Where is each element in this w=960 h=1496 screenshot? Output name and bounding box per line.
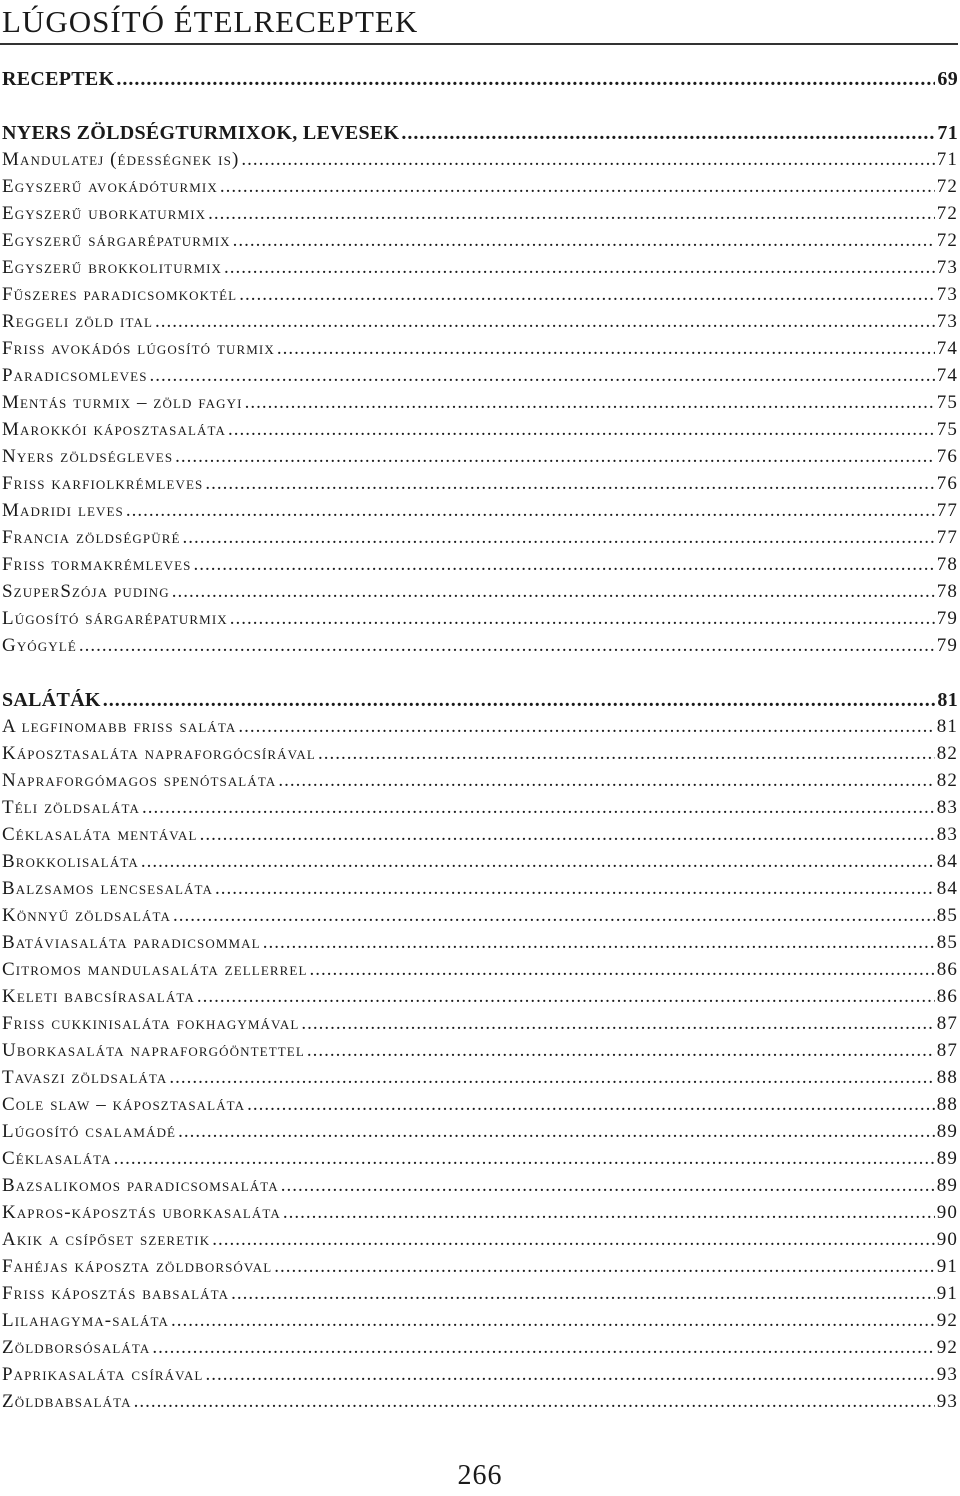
toc-entry-label: Egyszerű sárgarépaturmix <box>2 230 231 251</box>
toc-entry-label: Nyers zöldségleves <box>2 446 174 467</box>
toc-entry-label: Céklasaláta <box>2 1148 112 1169</box>
dot-leader <box>150 365 935 387</box>
toc-entry-page-number: 86 <box>936 986 958 1007</box>
toc-entry <box>2 554 958 581</box>
toc-entry <box>2 581 958 608</box>
toc-entry <box>2 176 958 203</box>
toc-entry-label: Citromos mandulasaláta zellerrel <box>2 959 308 980</box>
dot-leader <box>274 1256 935 1278</box>
toc-entry <box>2 419 958 446</box>
dot-leader <box>126 500 935 522</box>
dot-leader <box>277 338 935 360</box>
toc-entry-page-number: 83 <box>936 824 958 845</box>
toc-entry-page-number: 84 <box>936 878 958 899</box>
toc-entry <box>2 851 958 878</box>
toc-entry-page-number: 88 <box>936 1067 958 1088</box>
toc-entry-page-number: 82 <box>936 743 958 764</box>
toc-entry <box>2 932 958 959</box>
toc-entry-label: Paradicsomleves <box>2 365 148 386</box>
dot-leader <box>134 1391 935 1413</box>
toc-entry-page-number: 87 <box>936 1013 958 1034</box>
dot-leader <box>103 689 936 712</box>
toc-entry <box>2 203 958 230</box>
dot-leader <box>263 932 935 954</box>
toc-entry <box>2 1040 958 1067</box>
toc-entry-label: Fűszeres paradicsomkoktél <box>2 284 238 305</box>
toc-entry-label: Téli zöldsaláta <box>2 797 140 818</box>
toc-entry-label: Friss káposztás babsaláta <box>2 1283 230 1304</box>
dot-leader <box>241 149 934 171</box>
toc-entry-page-number: 92 <box>936 1337 958 1358</box>
toc-entry-page-number: 85 <box>936 905 958 926</box>
toc-entry-page-number: 84 <box>936 851 958 872</box>
toc-entry-page-number: 73 <box>936 311 958 332</box>
toc-entry-label: Gyógylé <box>2 635 77 656</box>
dot-leader <box>169 1067 934 1089</box>
toc-entry-page-number: 89 <box>936 1148 958 1169</box>
toc-entry <box>2 635 958 662</box>
dot-leader <box>79 635 935 657</box>
toc-entry-label: NYERS ZÖLDSÉGTURMIXOK, LEVESEK <box>2 122 400 144</box>
toc-entry-page-number: 78 <box>936 554 958 575</box>
toc-entry-label: Madridi leves <box>2 500 124 521</box>
toc-entry-label: Céklasaláta mentával <box>2 824 198 845</box>
toc-entry-page-number: 81 <box>937 689 958 711</box>
toc-entry <box>2 716 958 743</box>
toc-entry-page-number: 93 <box>936 1364 958 1385</box>
dot-leader <box>230 608 935 630</box>
toc-section-heading <box>2 689 958 716</box>
toc-entry-label: Lúgosító sárgarépaturmix <box>2 608 228 629</box>
dot-leader <box>228 419 935 441</box>
table-of-contents <box>2 68 958 1418</box>
dot-leader <box>301 1013 934 1035</box>
toc-entry <box>2 743 958 770</box>
toc-entry-page-number: 85 <box>936 932 958 953</box>
dot-leader <box>239 284 935 306</box>
page-number: 266 <box>457 1460 503 1491</box>
toc-entry <box>2 797 958 824</box>
toc-entry <box>2 878 958 905</box>
dot-leader <box>283 1202 935 1224</box>
toc-entry-label: Lilahagyma-saláta <box>2 1310 170 1331</box>
dot-leader <box>233 230 935 252</box>
toc-entry-label: Francia zöldségpüré <box>2 527 181 548</box>
dot-leader <box>401 122 935 145</box>
toc-entry-label: Keleti babcsírasaláta <box>2 986 195 1007</box>
toc-spacer <box>2 662 958 689</box>
toc-entry-label: Brokkolisaláta <box>2 851 139 872</box>
toc-entry-label: Könnyű zöldsaláta <box>2 905 172 926</box>
dot-leader <box>247 1094 935 1116</box>
dot-leader <box>309 959 934 981</box>
toc-entry-label: Friss cukkinisaláta fokhagymával <box>2 1013 300 1034</box>
toc-entry <box>2 1013 958 1040</box>
toc-entry-label: Zöldbabsaláta <box>2 1391 132 1412</box>
toc-entry-label: Marokkói káposztasaláta <box>2 419 226 440</box>
toc-entry <box>2 824 958 851</box>
dot-leader <box>141 851 935 873</box>
toc-entry-page-number: 88 <box>936 1094 958 1115</box>
toc-entry <box>2 1121 958 1148</box>
toc-entry-page-number: 91 <box>936 1283 958 1304</box>
dot-leader <box>231 1283 935 1305</box>
toc-entry-page-number: 79 <box>936 608 958 629</box>
toc-entry-label: Akik a csípőset szeretik <box>2 1229 211 1250</box>
toc-entry-label: Fahéjas káposzta zöldborsóval <box>2 1256 273 1277</box>
dot-leader <box>245 392 935 414</box>
toc-entry-page-number: 75 <box>936 419 958 440</box>
toc-entry-page-number: 72 <box>936 176 958 197</box>
toc-entry-label: Zöldborsósaláta <box>2 1337 151 1358</box>
toc-section-heading <box>2 68 958 95</box>
toc-entry-page-number: 78 <box>936 581 958 602</box>
toc-entry <box>2 1391 958 1418</box>
dot-leader <box>281 1175 935 1197</box>
toc-entry-page-number: 72 <box>936 230 958 251</box>
toc-entry-page-number: 74 <box>936 365 958 386</box>
toc-entry <box>2 473 958 500</box>
toc-entry-page-number: 71 <box>937 122 958 144</box>
toc-entry-page-number: 83 <box>936 797 958 818</box>
dot-leader <box>238 716 934 738</box>
toc-entry-page-number: 77 <box>936 500 958 521</box>
toc-entry <box>2 1256 958 1283</box>
toc-entry-label: Káposztasaláta napraforgócsírával <box>2 743 316 764</box>
toc-entry <box>2 770 958 797</box>
toc-entry <box>2 905 958 932</box>
dot-leader <box>183 527 935 549</box>
toc-entry <box>2 608 958 635</box>
toc-entry-label: Uborkasaláta napraforgóöntettel <box>2 1040 305 1061</box>
toc-entry <box>2 1202 958 1229</box>
toc-entry <box>2 986 958 1013</box>
dot-leader <box>278 770 934 792</box>
toc-spacer <box>2 95 958 122</box>
toc-entry-page-number: 77 <box>936 527 958 548</box>
toc-entry-label: Balzsamos lencsesaláta <box>2 878 214 899</box>
toc-entry-page-number: 73 <box>936 257 958 278</box>
toc-entry-label: Egyszerű brokkoliturmix <box>2 257 223 278</box>
toc-entry-label: Mandulatej (édességnek is) <box>2 149 240 170</box>
toc-entry-page-number: 74 <box>936 338 958 359</box>
toc-entry-label: SzuperSzója puding <box>2 581 170 602</box>
toc-entry <box>2 1364 958 1391</box>
toc-entry-page-number: 89 <box>936 1121 958 1142</box>
toc-entry-page-number: 72 <box>936 203 958 224</box>
toc-entry-label: Napraforgómagos spenótsaláta <box>2 770 277 791</box>
toc-entry-page-number: 81 <box>936 716 958 737</box>
dot-leader <box>318 743 935 765</box>
dot-leader <box>171 1310 935 1332</box>
toc-entry-page-number: 71 <box>936 149 958 170</box>
toc-entry-page-number: 69 <box>937 68 958 90</box>
dot-leader <box>155 311 935 333</box>
toc-entry-page-number: 76 <box>936 446 958 467</box>
toc-entry-label: Batáviasaláta paradicsommal <box>2 932 261 953</box>
dot-leader <box>208 203 935 225</box>
toc-entry-label: A legfinomabb friss saláta <box>2 716 237 737</box>
toc-entry <box>2 230 958 257</box>
dot-leader <box>197 986 935 1008</box>
toc-entry-label: Bazsalikomos paradicsomsaláta <box>2 1175 279 1196</box>
toc-entry-label: Cole slaw – káposztasaláta <box>2 1094 246 1115</box>
dot-leader <box>212 1229 935 1251</box>
dot-leader <box>172 581 935 603</box>
dot-leader <box>215 878 935 900</box>
toc-entry <box>2 1310 958 1337</box>
toc-entry-label: SALÁTÁK <box>2 689 101 711</box>
dot-leader <box>175 446 935 468</box>
toc-entry-page-number: 75 <box>936 392 958 413</box>
toc-entry <box>2 257 958 284</box>
dot-leader <box>307 1040 935 1062</box>
toc-entry-page-number: 86 <box>936 959 958 980</box>
toc-entry <box>2 1067 958 1094</box>
toc-entry <box>2 365 958 392</box>
dot-leader <box>116 68 935 91</box>
dot-leader <box>205 1364 934 1386</box>
title-divider <box>0 43 958 45</box>
document-title: LÚGOSÍTÓ ÉTELRECEPTEK <box>2 4 419 39</box>
dot-leader <box>114 1148 935 1170</box>
dot-leader <box>220 176 935 198</box>
toc-entry-label: Egyszerű avokádóturmix <box>2 176 218 197</box>
toc-entry-label: Tavaszi zöldsaláta <box>2 1067 168 1088</box>
toc-entry-page-number: 87 <box>936 1040 958 1061</box>
toc-entry-page-number: 76 <box>936 473 958 494</box>
toc-entry <box>2 959 958 986</box>
toc-entry <box>2 1148 958 1175</box>
toc-entry-label: Kapros-káposztás uborkasaláta <box>2 1202 281 1223</box>
dot-leader <box>224 257 935 279</box>
toc-entry-page-number: 73 <box>936 284 958 305</box>
dot-leader <box>178 1121 935 1143</box>
toc-entry-label: Paprikasaláta csírával <box>2 1364 204 1385</box>
toc-entry-page-number: 90 <box>936 1229 958 1250</box>
toc-entry <box>2 392 958 419</box>
toc-entry <box>2 149 958 176</box>
toc-entry <box>2 338 958 365</box>
toc-entry <box>2 446 958 473</box>
toc-entry-label: Egyszerű uborkaturmix <box>2 203 207 224</box>
toc-entry-page-number: 79 <box>936 635 958 656</box>
toc-entry-page-number: 89 <box>936 1175 958 1196</box>
toc-entry-page-number: 91 <box>936 1256 958 1277</box>
dot-leader <box>205 473 934 495</box>
dot-leader <box>194 554 935 576</box>
toc-entry <box>2 1094 958 1121</box>
toc-entry <box>2 500 958 527</box>
toc-entry-label: Friss karfiolkrémleves <box>2 473 204 494</box>
toc-section-heading <box>2 122 958 149</box>
toc-entry <box>2 1283 958 1310</box>
toc-entry <box>2 1175 958 1202</box>
toc-entry <box>2 1337 958 1364</box>
toc-entry-page-number: 92 <box>936 1310 958 1331</box>
toc-entry <box>2 284 958 311</box>
toc-entry-label: Reggeli zöld ital <box>2 311 154 332</box>
toc-entry <box>2 1229 958 1256</box>
toc-entry-page-number: 93 <box>936 1391 958 1412</box>
dot-leader <box>173 905 935 927</box>
toc-entry-label: Friss avokádós lúgosító turmix <box>2 338 275 359</box>
toc-entry-label: Friss tormakrémleves <box>2 554 192 575</box>
toc-entry <box>2 527 958 554</box>
toc-entry-label: Lúgosító csalamádé <box>2 1121 177 1142</box>
toc-entry-label: RECEPTEK <box>2 68 115 90</box>
dot-leader <box>142 797 935 819</box>
toc-entry-page-number: 90 <box>936 1202 958 1223</box>
dot-leader <box>152 1337 934 1359</box>
dot-leader <box>200 824 935 846</box>
toc-entry <box>2 311 958 338</box>
toc-entry-label: Mentás turmix – zöld fagyi <box>2 392 243 413</box>
toc-entry-page-number: 82 <box>936 770 958 791</box>
